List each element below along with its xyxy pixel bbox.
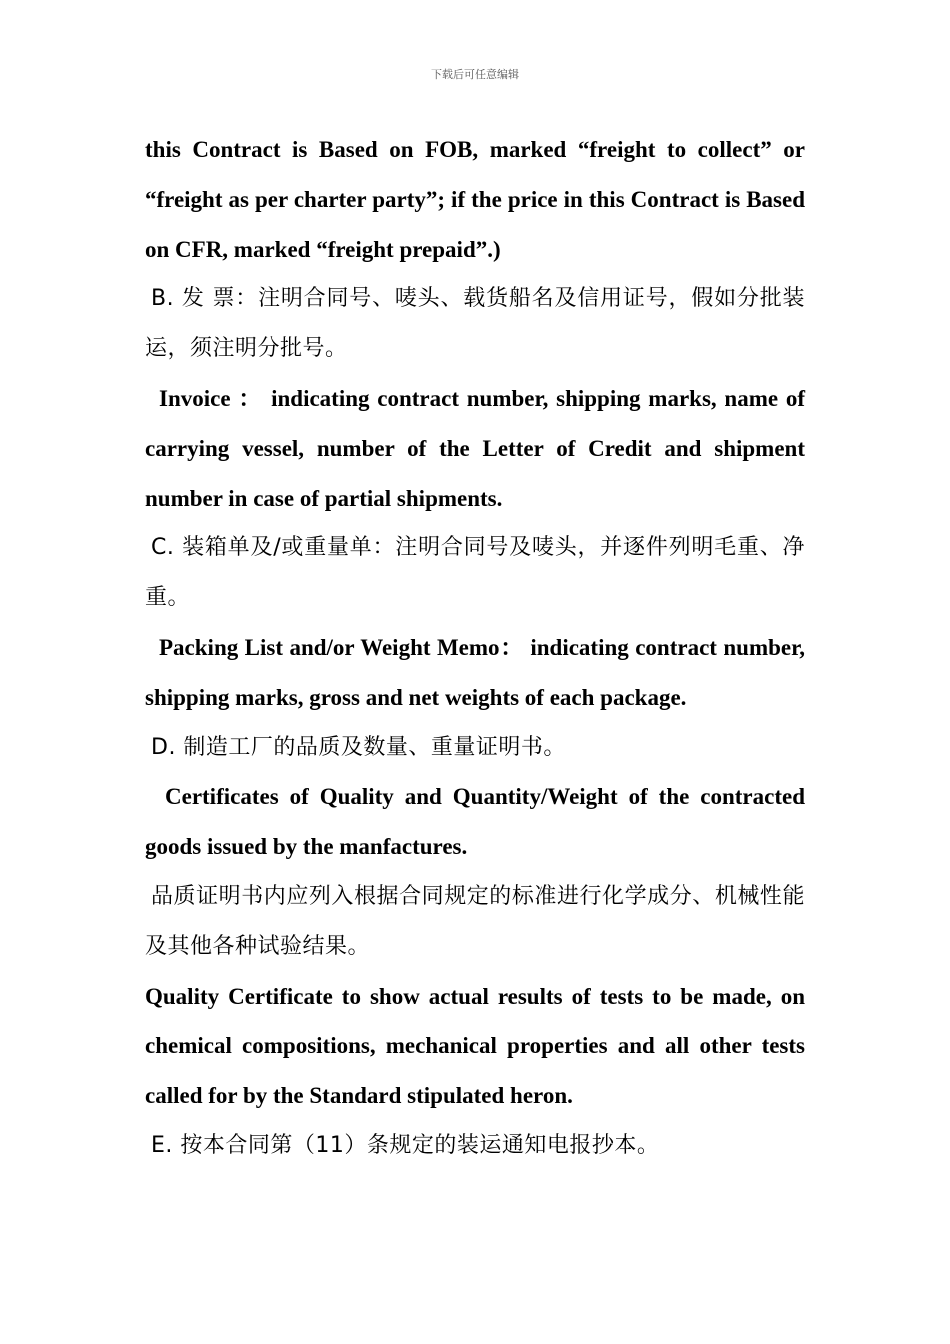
page-header: 下载后可任意编辑	[431, 68, 519, 81]
paragraph-invoice-en: Invoice ： indicating contract number, shipping marks, name of carrying vessel, number of the Letter of Credit and shipment number in case of partial shipments.	[145, 385, 805, 511]
paragraph-packing-list-zh: C. 装箱单及/或重量单：注明合同号及唛头，并逐件列明毛重、净重。	[145, 535, 805, 611]
paragraph-certificates-en: Certificates of Quality and Quantity/Weight of the contracted goods issued by the manfactures.	[145, 784, 805, 860]
paragraph-shipping-advice-zh: E. 按本合同第（11）条规定的装运通知电报抄本。	[151, 1132, 660, 1158]
document-body	[145, 125, 805, 1171]
paragraph-packing-list-en: Packing List and/or Weight Memo： indicating contract number, shipping marks, gross and net weights of each package.	[145, 634, 805, 710]
paragraph-fob-cfr-freight: this Contract is Based on FOB, marked “freight to collect” or “freight as per charter party”; if the price in this Contract is Based on CFR, marked “freight prepaid”.)	[145, 137, 805, 262]
paragraph-quality-certificate-zh: 品质证明书内应列入根据合同规定的标准进行化学成分、机械性能及其他各种试验结果。	[145, 883, 805, 959]
paragraph-invoice-zh: B. 发 票：注明合同号、唛头、载货船名及信用证号，假如分批装运，须注明分批号。	[145, 286, 805, 362]
paragraph-certificates-zh: D. 制造工厂的品质及数量、重量证明书。	[151, 734, 566, 760]
paragraph-quality-certificate-en: Quality Certificate to show actual results of tests to be made, on chemical compositions, mechanical properties and all other tests called for by the Standard stipulated heron.	[145, 983, 805, 1109]
